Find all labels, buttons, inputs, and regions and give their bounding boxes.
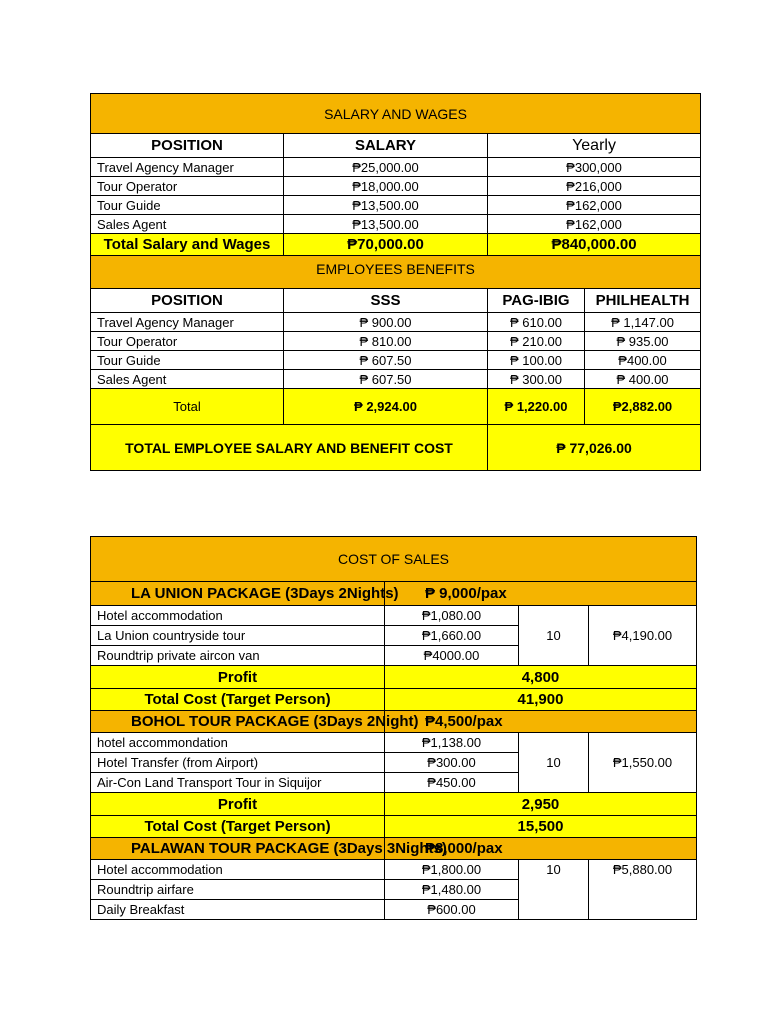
- persons-cell: 10: [519, 606, 589, 666]
- item-cost: ₱1,080.00: [385, 606, 519, 626]
- total-cost-value: 15,500: [385, 816, 697, 838]
- item-cost: ₱1,480.00: [385, 880, 519, 900]
- salary-header-position: POSITION: [91, 134, 284, 158]
- pagibig-cell: ₱ 610.00: [488, 313, 585, 332]
- table-row: [91, 733, 697, 753]
- package-price: ₱8,000/pax: [385, 838, 697, 860]
- salary-cell: ₱18,000.00: [284, 177, 488, 196]
- benefits-title: EMPLOYEES BENEFITS: [91, 256, 701, 289]
- profit-label: Profit: [91, 666, 385, 689]
- table-row: [91, 215, 701, 234]
- position-cell: Travel Agency Manager: [91, 158, 284, 177]
- philhealth-total: ₱2,882.00: [585, 389, 701, 425]
- table-row: [91, 196, 701, 215]
- sss-cell: ₱ 607.50: [284, 370, 488, 389]
- yearly-cell: ₱162,000: [488, 196, 701, 215]
- table-row: [91, 313, 701, 332]
- package-name: LA UNION PACKAGE (3Days 2Nights): [91, 582, 385, 606]
- package-name: PALAWAN TOUR PACKAGE (3Days 3Nights): [91, 838, 385, 860]
- salary-header-salary: SALARY: [284, 134, 488, 158]
- sss-cell: ₱ 607.50: [284, 351, 488, 370]
- item-cost: ₱4000.00: [385, 646, 519, 666]
- position-cell: Travel Agency Manager: [91, 313, 284, 332]
- position-cell: Sales Agent: [91, 370, 284, 389]
- yearly-cell: ₱162,000: [488, 215, 701, 234]
- item-cost: ₱1,138.00: [385, 733, 519, 753]
- benefits-total-label: Total: [91, 389, 284, 425]
- item-cost: ₱1,800.00: [385, 860, 519, 880]
- salary-header-yearly: Yearly: [488, 134, 701, 158]
- salary-total-value: ₱70,000.00: [284, 234, 488, 256]
- persons-cell: 10: [519, 860, 589, 920]
- item-label: hotel accommondation: [91, 733, 385, 753]
- salary-total-label: Total Salary and Wages: [91, 234, 284, 256]
- item-label: Roundtrip airfare: [91, 880, 385, 900]
- pagibig-cell: ₱ 210.00: [488, 332, 585, 351]
- sss-cell: ₱ 810.00: [284, 332, 488, 351]
- table-row: [91, 370, 701, 389]
- table-row: [91, 332, 701, 351]
- salary-cell: ₱25,000.00: [284, 158, 488, 177]
- total-cost-label: Total Cost (Target Person): [91, 689, 385, 711]
- benefits-header-philhealth: PHILHEALTH: [585, 289, 701, 313]
- cost-of-sales-table: [90, 536, 697, 920]
- salary-cell: ₱13,500.00: [284, 215, 488, 234]
- item-cost: ₱1,660.00: [385, 626, 519, 646]
- benefits-header-sss: SSS: [284, 289, 488, 313]
- position-cell: Tour Operator: [91, 177, 284, 196]
- grand-total-value: ₱ 77,026.00: [488, 425, 701, 471]
- item-label: Hotel accommodation: [91, 606, 385, 626]
- item-label: Hotel accommodation: [91, 860, 385, 880]
- yearly-total-value: ₱840,000.00: [488, 234, 701, 256]
- package-name: BOHOL TOUR PACKAGE (3Days 2Night): [91, 711, 385, 733]
- item-label: Air-Con Land Transport Tour in Siquijor: [91, 773, 385, 793]
- persons-cell: 10: [519, 733, 589, 793]
- subtotal-cell: ₱1,550.00: [589, 733, 697, 793]
- table-row: [91, 177, 701, 196]
- subtotal-cell: ₱4,190.00: [589, 606, 697, 666]
- total-cost-label: Total Cost (Target Person): [91, 816, 385, 838]
- package-price: ₱ 9,000/pax: [385, 582, 697, 606]
- table-row: [91, 351, 701, 370]
- pagibig-cell: ₱ 100.00: [488, 351, 585, 370]
- item-label: Daily Breakfast: [91, 900, 385, 920]
- position-cell: Tour Guide: [91, 196, 284, 215]
- item-cost: ₱450.00: [385, 773, 519, 793]
- profit-label: Profit: [91, 793, 385, 816]
- salary-cell: ₱13,500.00: [284, 196, 488, 215]
- pagibig-cell: ₱ 300.00: [488, 370, 585, 389]
- item-cost: ₱600.00: [385, 900, 519, 920]
- profit-value: 2,950: [385, 793, 697, 816]
- cost-of-sales-title: COST OF SALES: [91, 537, 697, 582]
- item-label: La Union countryside tour: [91, 626, 385, 646]
- position-cell: Tour Guide: [91, 351, 284, 370]
- benefits-header-position: POSITION: [91, 289, 284, 313]
- grand-total-label: TOTAL EMPLOYEE SALARY AND BENEFIT COST: [91, 425, 488, 471]
- position-cell: Sales Agent: [91, 215, 284, 234]
- table-row: [91, 606, 697, 626]
- sss-total: ₱ 2,924.00: [284, 389, 488, 425]
- profit-value: 4,800: [385, 666, 697, 689]
- yearly-cell: ₱300,000: [488, 158, 701, 177]
- philhealth-cell: ₱ 400.00: [585, 370, 701, 389]
- package-price: ₱4,500/pax: [385, 711, 697, 733]
- salary-benefits-table: [90, 93, 701, 471]
- sss-cell: ₱ 900.00: [284, 313, 488, 332]
- philhealth-cell: ₱400.00: [585, 351, 701, 370]
- item-label: Hotel Transfer (from Airport): [91, 753, 385, 773]
- yearly-cell: ₱216,000: [488, 177, 701, 196]
- subtotal-cell: ₱5,880.00: [589, 860, 697, 920]
- philhealth-cell: ₱ 935.00: [585, 332, 701, 351]
- pagibig-total: ₱ 1,220.00: [488, 389, 585, 425]
- item-label: Roundtrip private aircon van: [91, 646, 385, 666]
- table-row: [91, 860, 697, 880]
- item-cost: ₱300.00: [385, 753, 519, 773]
- total-cost-value: 41,900: [385, 689, 697, 711]
- philhealth-cell: ₱ 1,147.00: [585, 313, 701, 332]
- position-cell: Tour Operator: [91, 332, 284, 351]
- salary-title: SALARY AND WAGES: [91, 94, 701, 134]
- benefits-header-pagibig: PAG-IBIG: [488, 289, 585, 313]
- table-row: [91, 158, 701, 177]
